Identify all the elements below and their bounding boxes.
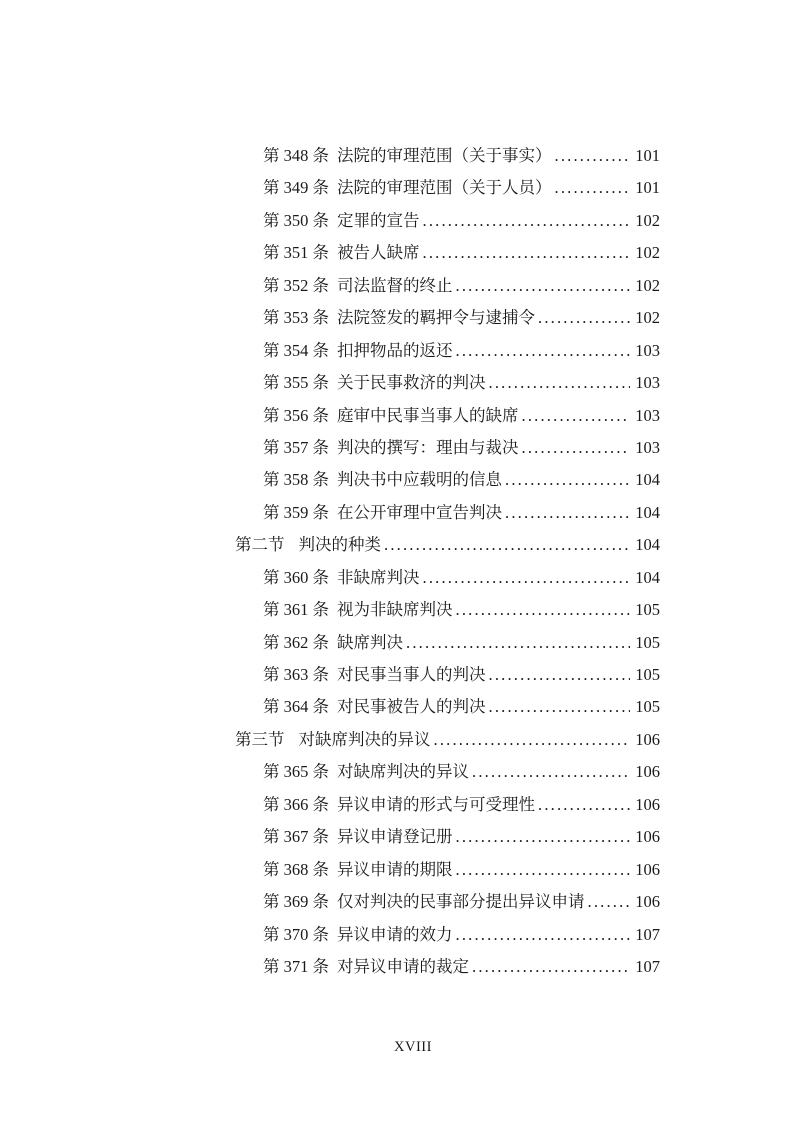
entry-label: 第三节 [235,729,285,749]
dot-leader [423,205,631,237]
entry-title: 仅对判决的民事部分提出异议申请 [337,892,585,912]
table-of-contents [235,140,660,983]
entry-label: 第 364 条 [263,697,329,717]
dot-leader [555,140,631,172]
dot-leader [456,821,631,853]
entry-label: 第 350 条 [263,210,329,230]
dot-leader [456,854,631,886]
entry-label: 第 351 条 [263,243,329,263]
entry-title: 定罪的宣告 [337,210,420,230]
dot-leader [423,237,631,269]
toc-article-entry [235,497,660,529]
toc-article-entry [235,270,660,302]
dot-leader [489,367,631,399]
entry-page-number: 106 [635,762,660,782]
dot-leader [456,270,631,302]
dot-leader [588,886,631,918]
entry-page-number: 104 [635,535,660,555]
entry-title: 异议申请登记册 [337,827,453,847]
dot-leader [456,919,631,951]
dot-leader [472,756,630,788]
entry-label: 第 353 条 [263,308,329,328]
entry-title: 异议申请的形式与可受理性 [337,794,535,814]
entry-label: 第 368 条 [263,859,329,879]
entry-title: 缺席判决 [337,632,403,652]
entry-page-number: 106 [635,859,660,879]
toc-article-entry [235,756,660,788]
toc-article-entry [235,432,660,464]
entry-title: 异议申请的效力 [337,924,453,944]
entry-title: 法院的审理范围（关于事实） [337,146,552,165]
dot-leader [555,172,631,204]
entry-label: 第 365 条 [263,762,329,782]
entry-title: 异议申请的期限 [337,859,453,879]
entry-title: 判决的撰写：理由与裁决 [337,437,519,457]
toc-section-entry [235,529,660,561]
entry-page-number: 106 [635,827,660,847]
entry-label: 第 359 条 [263,502,329,522]
entry-title: 非缺席判决 [337,567,420,587]
dot-leader [522,400,631,432]
entry-page-number: 104 [635,470,660,490]
entry-label: 第 366 条 [263,794,329,814]
page-number-footer: XVIII [394,1039,432,1055]
entry-page-number: 102 [635,308,660,328]
entry-title: 对民事当事人的判决 [337,665,486,684]
entry-title: 法院的审理范围（关于人员） [337,178,552,198]
toc-article-entry [235,335,660,367]
dot-leader [505,464,630,496]
entry-title: 视为非缺席判决 [337,600,453,620]
entry-page-number: 103 [635,373,660,393]
entry-page-number: 105 [635,632,660,652]
entry-title: 对民事被告人的判决 [337,697,486,717]
dot-leader [538,302,630,334]
toc-article-entry [235,886,660,918]
entry-page-number: 106 [635,892,660,912]
entry-title: 对缺席判决的异议 [298,729,431,749]
entry-title: 判决书中应载明的信息 [337,470,502,490]
toc-article-entry [235,594,660,626]
dot-leader [472,951,630,983]
toc-article-entry [235,659,660,691]
entry-label: 第二节 [235,535,285,555]
toc-article-entry [235,237,660,269]
toc-article-entry [235,627,660,659]
toc-article-entry [235,691,660,723]
dot-leader [505,497,630,529]
entry-title: 对缺席判决的异议 [337,762,469,782]
entry-page-number: 101 [635,178,660,198]
entry-page-number: 102 [635,210,660,230]
toc-article-entry [235,400,660,432]
entry-page-number: 105 [635,697,660,717]
entry-page-number: 107 [635,956,660,976]
entry-title: 被告人缺席 [337,243,420,263]
entry-label: 第 361 条 [263,600,329,620]
dot-leader [406,627,630,659]
entry-title: 司法监督的终止 [337,275,453,295]
dot-leader [434,724,631,756]
toc-article-entry [235,205,660,237]
entry-page-number: 102 [635,275,660,295]
entry-page-number: 105 [635,665,660,684]
toc-article-entry [235,172,660,204]
dot-leader [522,432,631,464]
entry-label: 第 363 条 [263,665,329,684]
dot-leader [489,659,631,691]
entry-label: 第 360 条 [263,567,329,587]
toc-article-entry [235,562,660,594]
toc-article-entry [235,464,660,496]
entry-label: 第 362 条 [263,632,329,652]
toc-article-entry [235,140,660,172]
entry-page-number: 106 [635,794,660,814]
entry-page-number: 105 [635,600,660,620]
entry-page-number: 103 [635,405,660,425]
entry-label: 第 357 条 [263,437,329,457]
entry-page-number: 107 [635,924,660,944]
entry-label: 第 349 条 [263,178,329,198]
entry-title: 关于民事救济的判决 [337,373,486,393]
entry-label: 第 354 条 [263,340,329,360]
entry-title: 判决的种类 [298,535,381,555]
entry-label: 第 348 条 [263,146,329,165]
entry-label: 第 358 条 [263,470,329,490]
toc-article-entry [235,854,660,886]
entry-title: 庭审中民事当事人的缺席 [337,405,519,425]
dot-leader [456,594,631,626]
toc-section-entry [235,724,660,756]
entry-title: 对异议申请的裁定 [337,956,469,976]
entry-label: 第 369 条 [263,892,329,912]
dot-leader [489,691,631,723]
entry-label: 第 352 条 [263,275,329,295]
entry-label: 第 355 条 [263,373,329,393]
entry-page-number: 104 [635,567,660,587]
entry-title: 扣押物品的返还 [337,340,453,360]
entry-label: 第 370 条 [263,924,329,944]
dot-leader [423,562,631,594]
toc-article-entry [235,367,660,399]
toc-article-entry [235,951,660,983]
dot-leader [456,335,631,367]
toc-article-entry [235,821,660,853]
entry-page-number: 102 [635,243,660,263]
entry-title: 在公开审理中宣告判决 [337,502,502,522]
dot-leader [384,529,630,561]
toc-article-entry [235,302,660,334]
entry-label: 第 371 条 [263,956,329,976]
entry-title: 法院签发的羁押令与逮捕令 [337,308,535,328]
entry-page-number: 104 [635,502,660,522]
entry-page-number: 103 [635,437,660,457]
entry-label: 第 356 条 [263,405,329,425]
entry-page-number: 103 [635,340,660,360]
dot-leader [538,789,630,821]
toc-article-entry [235,919,660,951]
entry-label: 第 367 条 [263,827,329,847]
toc-article-entry [235,789,660,821]
entry-page-number: 106 [635,729,660,749]
entry-page-number: 101 [635,146,660,165]
